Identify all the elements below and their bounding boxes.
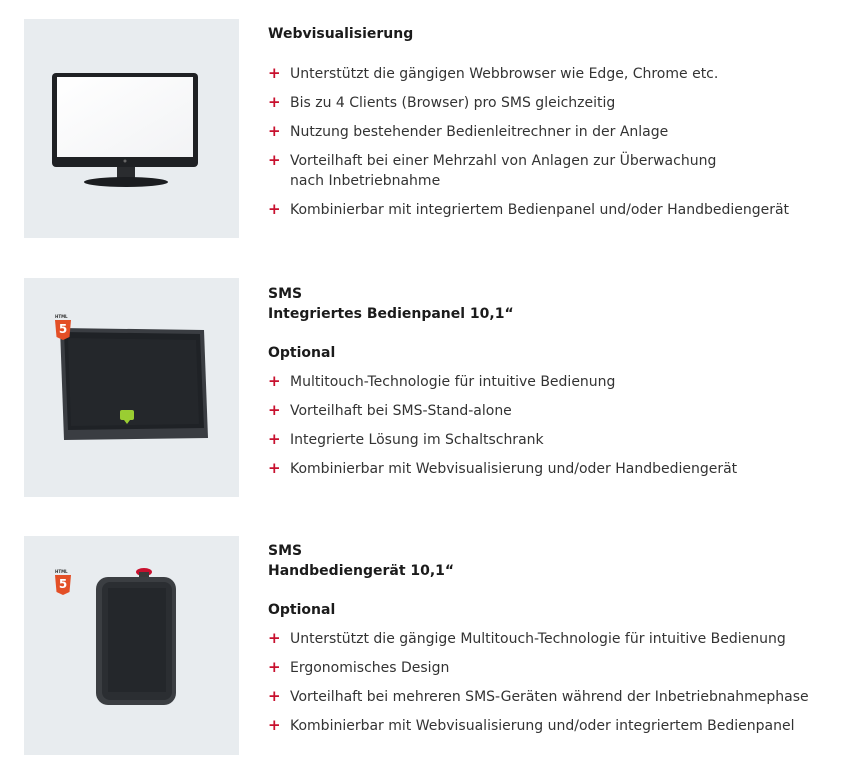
list-item: + Ergonomisches Design bbox=[268, 658, 450, 676]
list-item: + Integrierte Lösung im Schaltschrank bbox=[268, 430, 544, 448]
list-item: + Kombinierbar mit Webvisualisierung und/oder integriertem Bedienpanel bbox=[268, 716, 795, 734]
plus-icon: + bbox=[268, 459, 281, 477]
list-item: + Kombinierbar mit Webvisualisierung und/oder Handbediengerät bbox=[268, 459, 738, 477]
section-title: SMS Handbediengerät 10,1“ bbox=[268, 543, 455, 579]
optional-heading: Optional bbox=[268, 345, 336, 361]
plus-icon: + bbox=[268, 122, 281, 140]
list-item: + Vorteilhaft bei SMS-Stand-alone bbox=[268, 401, 512, 419]
list-item: + Bis zu 4 Clients (Browser) pro SMS gleichzeitig bbox=[268, 93, 616, 111]
list-item: + Vorteilhaft bei mehreren SMS-Geräten während der Inbetriebnahmephase bbox=[268, 687, 809, 705]
plus-icon: + bbox=[268, 151, 281, 169]
plus-icon: + bbox=[268, 200, 281, 218]
html5-badge-number: 5 bbox=[58, 322, 68, 336]
feature-list bbox=[268, 629, 838, 736]
feature-list bbox=[268, 64, 838, 220]
product-image-box bbox=[24, 19, 239, 238]
plus-icon: + bbox=[268, 629, 281, 647]
list-item: + Unterstützt die gängige Multitouch-Technologie für intuitive Bedienung bbox=[268, 629, 786, 647]
list-item: + Multitouch-Technologie für intuitive Bedienung bbox=[268, 372, 616, 390]
plus-icon: + bbox=[268, 430, 281, 448]
optional-heading: Optional bbox=[268, 602, 336, 618]
panel-icon bbox=[24, 278, 239, 497]
section-title: SMS Integriertes Bedienpanel 10,1“ bbox=[268, 286, 514, 322]
feature-list bbox=[268, 372, 838, 479]
plus-icon: + bbox=[268, 658, 281, 676]
list-item: + Vorteilhaft bei einer Mehrzahl von Anlagen zur Überwachung nach Inbetriebnahme bbox=[268, 151, 717, 189]
section-title: Webvisualisierung bbox=[268, 26, 414, 42]
plus-icon: + bbox=[268, 687, 281, 705]
plus-icon: + bbox=[268, 401, 281, 419]
plus-icon: + bbox=[268, 64, 281, 82]
list-item: + Kombinierbar mit integriertem Bedienpanel und/oder Handbediengerät bbox=[268, 200, 790, 218]
monitor-icon bbox=[24, 19, 239, 238]
product-image-box bbox=[24, 278, 239, 497]
plus-icon: + bbox=[268, 93, 281, 111]
plus-icon: + bbox=[268, 716, 281, 734]
html5-badge bbox=[55, 569, 71, 595]
list-item: + Nutzung bestehender Bedienleitrechner in der Anlage bbox=[268, 122, 669, 140]
html5-badge-label: HTML bbox=[55, 314, 68, 319]
html5-badge-label: HTML bbox=[55, 569, 68, 574]
html5-badge bbox=[55, 314, 71, 340]
plus-icon: + bbox=[268, 372, 281, 390]
html5-badge-number: 5 bbox=[58, 577, 68, 591]
product-image-box bbox=[24, 536, 239, 755]
list-item: + Unterstützt die gängigen Webbrowser wie Edge, Chrome etc. bbox=[268, 64, 719, 82]
